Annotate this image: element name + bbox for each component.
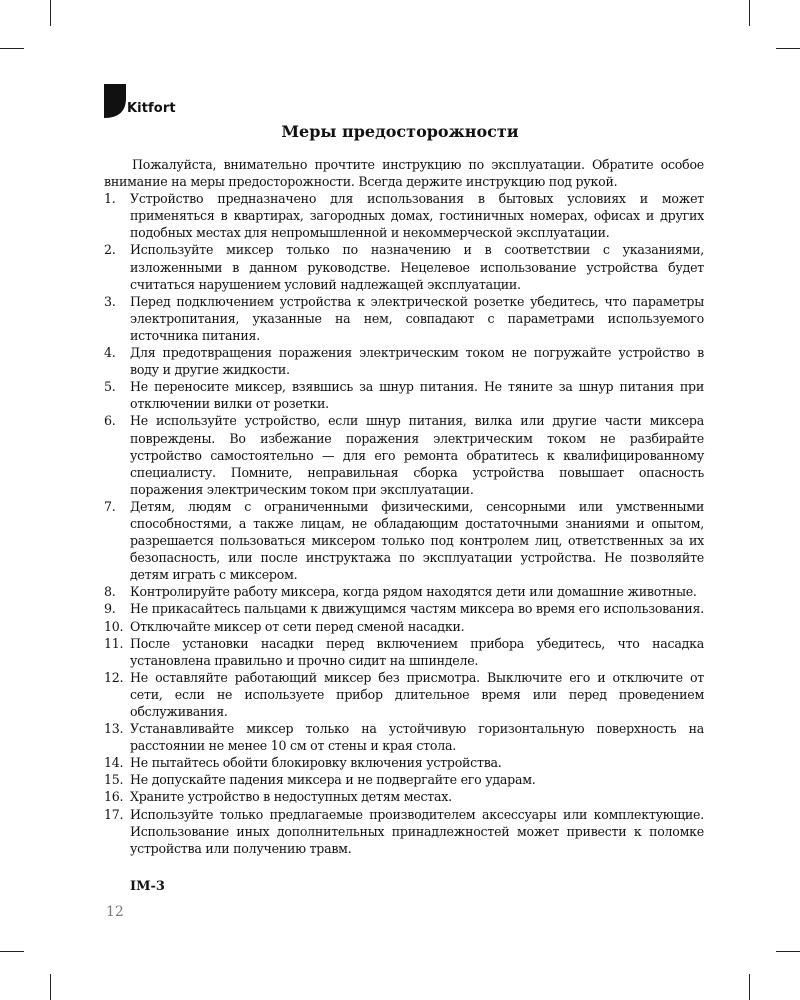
- crop-mark: [749, 0, 750, 26]
- item-number: 17.: [104, 806, 124, 822]
- item-number: 3.: [104, 293, 116, 309]
- item-text: Не прикасайтесь пальцами к движущимся частям миксера во время его использования.: [130, 601, 704, 617]
- crop-mark: [0, 48, 24, 49]
- page-number: 12: [106, 904, 124, 920]
- list-item: [104, 344, 704, 378]
- item-text: Не используйте устройство, если шнур питания, вилка или другие части миксера повреждены. Во избежание поражения электрическим током не разбирайте устройство самостоятельно — для его ремонта обратитесь к квалифицированному специалисту. Помните, неправильная сборка устройства повышает опасность поражения электрическим током при эксплуатации.: [130, 413, 704, 497]
- list-item: [104, 600, 704, 617]
- list-item: [104, 583, 704, 600]
- item-text: Контролируйте работу миксера, когда рядом находятся дети или домашние животные.: [130, 584, 697, 600]
- item-text: Не пытайтесь обойти блокировку включения устройства.: [130, 755, 502, 771]
- item-text: Отключайте миксер от сети перед сменой насадки.: [130, 618, 465, 634]
- list-item: [104, 241, 704, 292]
- item-text: Не оставляйте работающий миксер без присмотра. Выключите его и отключите от сети, если не используете прибор длительное время или перед проведением обслуживания.: [130, 669, 704, 719]
- kitfort-mark-icon: [104, 84, 126, 118]
- page-title: Меры предосторожности: [281, 122, 519, 141]
- intro-paragraph: Пожалуйста, внимательно прочтите инструкцию по эксплуатации. Обратите особое внимание на меры предосторожности. Всегда держите инструкцию под рукой.: [104, 157, 704, 190]
- item-text: Не допускайте падения миксера и не подвергайте его ударам.: [130, 772, 536, 788]
- item-number: 12.: [104, 669, 124, 685]
- crop-mark: [0, 951, 24, 952]
- item-number: 8.: [104, 584, 116, 600]
- item-number: 10.: [104, 618, 124, 634]
- list-item: [104, 378, 704, 412]
- item-number: 9.: [104, 601, 116, 617]
- precautions-list: [104, 190, 704, 857]
- list-item: [104, 618, 704, 635]
- item-number: 6.: [104, 413, 116, 429]
- list-item: [104, 754, 704, 771]
- item-number: 11.: [104, 635, 124, 651]
- list-item: [104, 635, 704, 669]
- item-number: 4.: [104, 345, 116, 361]
- crop-mark: [50, 0, 51, 26]
- item-text: Не переносите миксер, взявшись за шнур питания. Не тяните за шнур питания при отключении вилки от розетки.: [130, 379, 704, 412]
- list-item: [104, 788, 704, 805]
- item-text: После установки насадки перед включением прибора убедитесь, что насадка установлена правильно и прочно сидит на шпинделе.: [130, 635, 704, 668]
- list-item: [104, 771, 704, 788]
- item-text: Перед подключением устройства к электрической розетке убедитесь, что параметры электропитания, указанные на нем, совпадают с параметрами используемого источника питания.: [130, 293, 704, 343]
- item-text: Используйте только предлагаемые производителем аксессуары или комплектующие. Использование иных дополнительных принадлежностей может привести к поломке устройства или получению травм.: [130, 806, 704, 856]
- brand-name: Kitfort: [127, 101, 176, 116]
- crop-mark: [776, 48, 800, 49]
- list-item: [104, 498, 704, 583]
- item-text: Для предотвращения поражения электрическим током не погружайте устройство в воду и другие жидкости.: [130, 345, 704, 378]
- item-text: Используйте миксер только по назначению и в соответствии с указаниями, изложенными в данном руководстве. Нецелевое использование устройства будет считаться нарушением условий надлежащей эксплуатации.: [130, 242, 704, 292]
- safety-instructions: [104, 156, 704, 857]
- list-item: [104, 720, 704, 754]
- item-number: 7.: [104, 498, 116, 514]
- crop-mark: [749, 974, 750, 1000]
- item-number: 15.: [104, 772, 124, 788]
- list-item: [104, 669, 704, 720]
- model-code: IM-3: [130, 879, 165, 894]
- item-number: 16.: [104, 789, 124, 805]
- list-item: [104, 806, 704, 857]
- crop-mark: [50, 974, 51, 1000]
- item-text: Устанавливайте миксер только на устойчивую горизонтальную поверхность на расстоянии не менее 10 см от стены и края стола.: [130, 721, 704, 754]
- item-number: 1.: [104, 191, 116, 207]
- brand-logo: [104, 84, 176, 118]
- item-number: 2.: [104, 242, 116, 258]
- list-item: [104, 190, 704, 241]
- list-item: [104, 412, 704, 497]
- item-number: 5.: [104, 379, 116, 395]
- item-number: 14.: [104, 755, 124, 771]
- crop-mark: [776, 951, 800, 952]
- item-text: Детям, людям с ограниченными физическими, сенсорными или умственными способностями, а также лицам, не обладающим достаточными знаниями и опытом, разрешается пользоваться миксером только под контролем лиц, ответственных за их безопасность, или после инструктажа по эксплуатации устройства. Не позволяйте детям играть с миксером.: [130, 498, 704, 583]
- item-text: Устройство предназначено для использования в бытовых условиях и может применяться в квартирах, загородных домах, гостиничных номерах, офисах и других подобных местах для непромышленной и некоммерческой эксплуатации.: [130, 191, 704, 241]
- list-item: [104, 293, 704, 344]
- item-text: Храните устройство в недоступных детям местах.: [130, 789, 452, 805]
- item-number: 13.: [104, 721, 124, 737]
